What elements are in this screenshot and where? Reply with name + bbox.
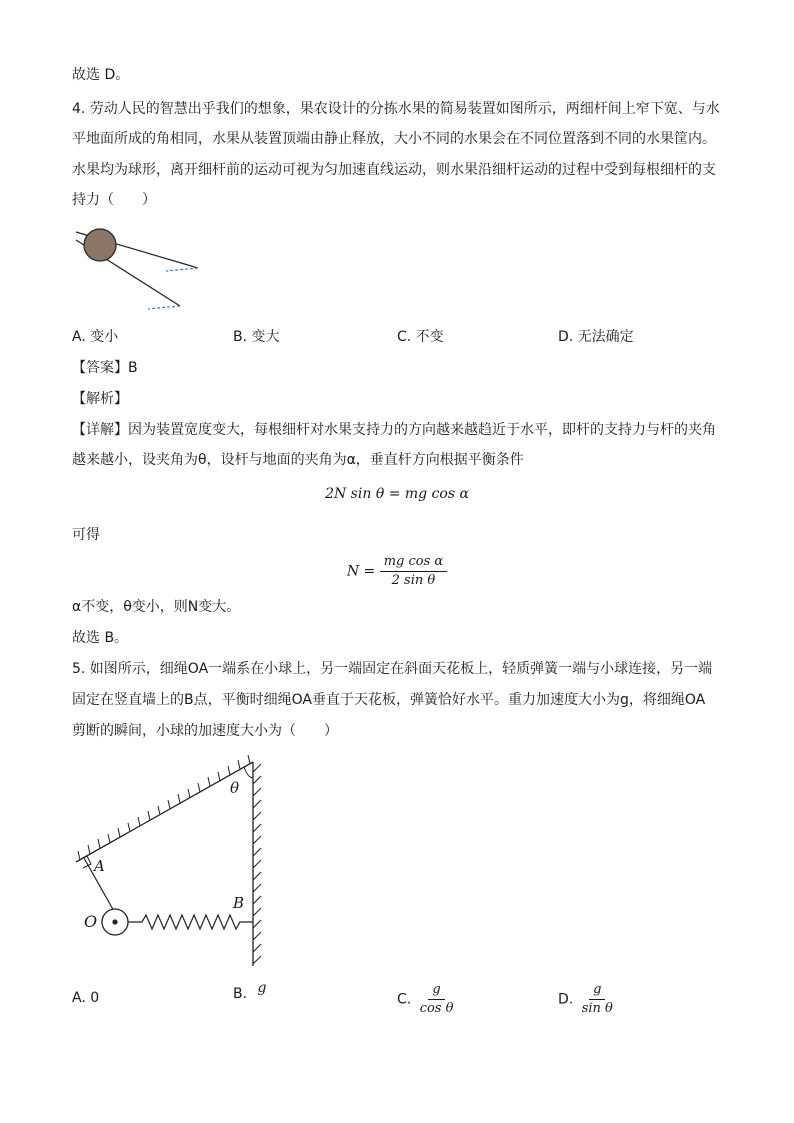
- q5-option-b-prefix: B.: [233, 986, 248, 1002]
- q5-text-line-1: 5. 如图所示，细绳OA一端系在小球上，另一端固定在斜面天花板上，轻质弹簧一端与小球连接，另一端: [72, 661, 713, 677]
- q4-option-b: B. 变大: [233, 329, 280, 345]
- q4-text-line-3: 水果均为球形，离开细杆前的运动可视为匀加速直线运动，则水果沿细杆运动的过程中受到每根细杆的支: [72, 162, 716, 178]
- q4-analysis-label: 【解析】: [72, 391, 128, 407]
- ball-center: [112, 919, 117, 924]
- q5-option-b: [233, 980, 267, 1003]
- q4-so: 可得: [72, 527, 100, 543]
- eq2-numerator: mg cos α: [380, 554, 447, 572]
- inclined-ceiling: [76, 762, 253, 862]
- q5-option-a: A. 0: [72, 990, 100, 1006]
- q5-option-d-fraction: [578, 982, 617, 1017]
- q5-text-line-3: 剪断的瞬间，小球的加速度大小为（ ）: [72, 723, 338, 739]
- q5-option-c-prefix: C.: [397, 991, 412, 1008]
- point-a-label: A: [94, 857, 105, 875]
- q5-figure: [70, 750, 280, 972]
- q5-option-d: [558, 982, 617, 1017]
- q5-option-d-denominator: sin θ: [581, 1001, 613, 1016]
- q5-option-b-value: g: [257, 980, 267, 996]
- q4-conclusion-line: α不变，θ变小，则N变大。: [72, 599, 241, 615]
- q4-detail-line-2: 越来越小，设夹角为θ，设杆与地面的夹角为α，垂直杆方向根据平衡条件: [72, 452, 524, 468]
- q4-text-line-1: 4. 劳动人民的智慧出乎我们的想象，果农设计的分拣水果的简易装置如图所示，两细杆间上窄下宽、与水: [72, 101, 720, 117]
- q4-figure: [72, 224, 212, 316]
- q4-option-a: A. 变小: [72, 329, 119, 345]
- point-b-label: B: [233, 894, 245, 912]
- theta-label: θ: [230, 779, 240, 797]
- q5-option-c: [397, 982, 457, 1017]
- eq2-lhs: N =: [346, 563, 376, 580]
- point-o-label: O: [84, 912, 98, 931]
- q5-option-c-denominator: cos θ: [419, 1001, 454, 1016]
- q4-equation-1: 2N sin θ = mg cos α: [325, 486, 469, 502]
- lower-rod-ground-dash: [148, 306, 180, 309]
- upper-rod-ground-dash: [166, 268, 198, 271]
- q4-text-line-4: 持力（ ）: [72, 192, 156, 208]
- q4-text-line-2: 平地面所成的角相同，水果从装置顶端由静止释放，大小不同的水果会在不同位置落到不同的水果筐内。: [72, 131, 716, 147]
- q4-detail-line-1: 【详解】因为装置宽度变大，每根细杆对水果支持力的方向越来越趋近于水平，即杆的支持力与杆的夹角: [72, 422, 716, 438]
- q5-option-d-numerator: g: [589, 982, 605, 1000]
- q5-option-d-prefix: D.: [558, 991, 574, 1008]
- q4-answer: 【答案】B: [72, 360, 138, 376]
- wall-hatching: [253, 764, 261, 964]
- q4-option-d: D. 无法确定: [558, 329, 634, 345]
- q5-option-c-numerator: g: [428, 982, 444, 1000]
- prev-conclusion: 故选 D。: [72, 67, 130, 83]
- eq2-denominator: 2 sin θ: [391, 573, 436, 588]
- q4-option-c: C. 不变: [397, 329, 444, 345]
- theta-arc: [244, 767, 253, 778]
- fruit-ball: [84, 229, 116, 261]
- ceiling-hatching: [78, 755, 250, 860]
- q4-equation-2: [0, 554, 794, 589]
- spring: [128, 915, 253, 929]
- q5-option-c-fraction: [416, 982, 458, 1017]
- q5-text-line-2: 固定在竖直墙上的B点，平衡时细绳OA垂直于天花板，弹簧恰好水平。重力加速度大小为g，将细绳OA: [72, 692, 706, 708]
- eq2-fraction: [380, 554, 447, 589]
- q4-final: 故选 B。: [72, 630, 129, 646]
